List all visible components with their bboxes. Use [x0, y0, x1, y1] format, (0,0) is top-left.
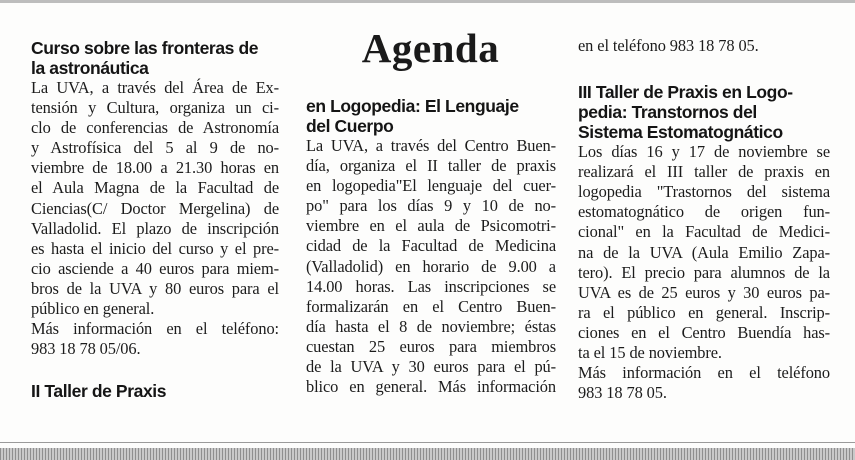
bottom-decorative-band: [0, 448, 855, 460]
heading-line: en Logopedia: El Lenguaje: [306, 96, 519, 116]
heading-line: la astronáutica: [31, 58, 149, 78]
body-line: tensión y Cultura, organiza un ci-: [31, 98, 279, 118]
body-line: Más información en el teléfono:: [31, 319, 279, 339]
body-line: Más información en el teléfono: [578, 363, 830, 383]
heading-line: Curso sobre las fronteras de: [31, 38, 259, 58]
column-astronautics: [31, 38, 279, 401]
body-line: 14.00 horas. Las inscripciones se: [306, 276, 556, 296]
article-body-continued: [578, 36, 830, 56]
body-line: el Aula Magna de la Facultad de: [31, 178, 279, 198]
body-line: realizará el III taller de praxis en: [578, 162, 830, 182]
body-line: bros de la UVA y 80 euros para el: [31, 278, 279, 298]
article-body: [31, 78, 279, 359]
top-rule: [0, 0, 855, 3]
heading-praxis-iii: [578, 82, 830, 142]
body-line: de la UVA y 30 euros para el pú-: [306, 357, 556, 377]
body-line: UVA es de 25 euros y 30 euros pa-: [578, 282, 830, 302]
body-line: 983 18 78 05/06.: [31, 339, 141, 359]
body-line: Valladolid. El plazo de inscripción: [31, 218, 279, 238]
body-line: estomatognático de origen fun-: [578, 202, 830, 222]
body-line: día, organiza el II taller de praxis: [306, 156, 556, 176]
body-line: público en general.: [31, 299, 155, 319]
heading-line: III Taller de Praxis en Logo-: [578, 82, 793, 103]
body-line: viembre de 18.00 a 21.30 horas en: [31, 158, 279, 178]
body-line: (Valladolid) en horario de 9.00 a: [306, 256, 556, 276]
body-line: na de la UVA (Aula Emilio Zapa-: [578, 242, 830, 262]
heading-praxis-ii-continued: [306, 96, 556, 136]
body-line: cio asciende a 40 euros para miem-: [31, 258, 279, 278]
heading-line: Sistema Estomatognático: [578, 122, 783, 143]
body-line: La UVA, a través del Centro Buen-: [306, 136, 556, 155]
body-line: cidad de la Facultad de Medicina: [306, 236, 556, 256]
body-line: ciones en el Centro Buendía has-: [578, 322, 830, 342]
body-line: 983 18 78 05.: [578, 383, 667, 403]
body-line: tero). El precio para alumnos de la: [578, 262, 830, 282]
article-body: [578, 142, 830, 403]
heading-astronautics: [31, 38, 279, 78]
body-line: cuestan 25 euros para miembros: [306, 336, 556, 356]
heading-line: del Cuerpo: [306, 116, 394, 136]
body-line: y Astrofísica del 5 al 9 de no-: [31, 138, 279, 158]
body-line: formalizarán en el Centro Buen-: [306, 296, 556, 316]
heading-line: pedia: Transtornos del: [578, 102, 757, 123]
body-line: en el teléfono 983 18 78 05.: [578, 36, 759, 55]
body-line: po" para los días 9 y 10 de no-: [306, 196, 556, 216]
heading-praxis-ii: II Taller de Praxis: [31, 381, 167, 402]
body-line: Ciencias(C/ Doctor Mergelina) de: [31, 198, 279, 218]
body-line: cional" en la Facultad de Medici-: [578, 222, 830, 242]
body-line: clo de conferencias de Astronomía: [31, 118, 279, 138]
body-line: ta el 15 de noviembre.: [578, 343, 722, 363]
body-line: viembre en el aula de Psicomotri-: [306, 216, 556, 236]
section-title: Agenda: [361, 25, 500, 71]
body-line: día hasta el 8 de noviembre; éstas: [306, 316, 556, 336]
bottom-rule: [0, 442, 855, 443]
column-praxis-iii: [578, 36, 830, 403]
body-line: La UVA, a través del Área de Ex-: [31, 78, 279, 97]
body-line: logopedia "Trastornos del sistema: [578, 182, 830, 202]
column-praxis-ii: [306, 96, 556, 397]
body-line: es hasta el inicio del curso y el pre-: [31, 238, 279, 258]
body-line: blico en general. Más información: [306, 377, 556, 397]
body-line: en logopedia"El lenguaje del cuer-: [306, 176, 556, 196]
body-line: ra el público en general. Inscrip-: [578, 302, 830, 322]
article-body: [306, 136, 556, 397]
body-line: Los días 16 y 17 de noviembre se: [578, 142, 830, 162]
